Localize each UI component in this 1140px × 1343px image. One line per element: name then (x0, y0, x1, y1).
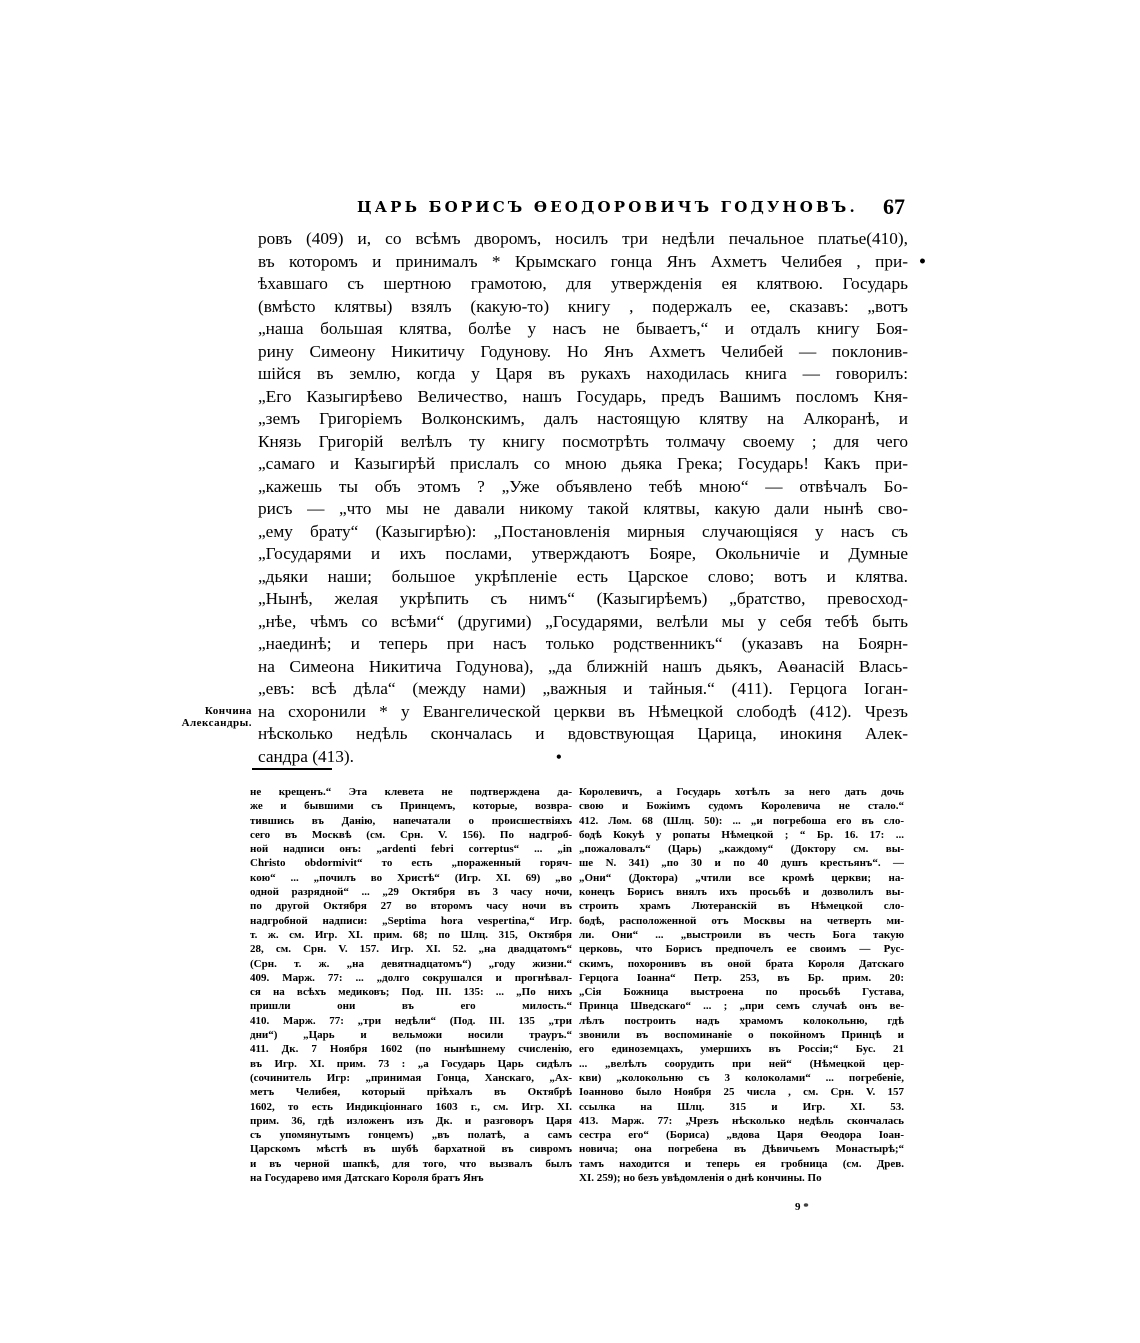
footnote-line: свою и Божіимъ судомъ Королевича не стало.“ (579, 800, 904, 813)
footnote-line: новича; она погребена въ Дѣвичьемъ Монастырѣ;“ (579, 1143, 904, 1156)
footnote-line: Царскомъ мѣстѣ въ шубѣ бархатной въ сивромъ (250, 1143, 572, 1156)
footnote-line: его единоземцахъ, умершихъ въ Россіи;“ Бус. 21 (579, 1043, 904, 1056)
footnote-line: (сочинитель Игр: „принимая Гонца, Ханскаго, „Ах- (250, 1071, 572, 1084)
paragraph-line: сандра (413). (258, 746, 354, 766)
footnote-line: Принца Шведскаго“ ... ; „при семъ случаѣ онъ ве- (579, 1000, 904, 1013)
footnote-line: тамъ находится и теперь ея гробница (см. Древ. (579, 1157, 904, 1170)
paragraph-line: ровъ (409) и, со всѣмъ дворомъ, носилъ три недѣли печальное платье(410), (258, 229, 908, 248)
margin-marker: • (918, 254, 927, 270)
footnote-line: же и бывшими съ Принцемъ, которые, возвра- (250, 800, 572, 813)
footnote-line: строить храмъ Лютеранскій въ Нѣмецкой сло- (579, 900, 904, 913)
paragraph-line: шійся въ землю, когда у Царя въ рукахъ находилась книга — говорилъ: (258, 364, 908, 383)
footnote-line: Герцога Іоанна“ Петр. 253, въ Бр. прим. 20: (579, 971, 904, 984)
footnote-line: сестра его“ (Бориса) „вдова Царя Ѳеодора Іоан- (579, 1129, 904, 1142)
footnote-line: 413. Марж. 77: „Чрезъ нѣсколько недѣль скончалась (579, 1114, 904, 1127)
footnote-line: скимъ, похоронивъ въ оной брата Короля Датскаго (579, 957, 904, 970)
footnote-line: лѣлъ построить надъ храмомъ колокольню, гдѣ (579, 1014, 904, 1027)
footnote-line: ся на всѣхъ медиковъ; Под. III. 135: ... „По нихъ (250, 986, 572, 999)
footnote-line: по другой Октября 27 во второмъ часу ночи въ (250, 900, 572, 913)
marginal-note-line: Александры. (181, 717, 252, 729)
marginal-note-line: Кончина (204, 705, 252, 717)
main-text-body (258, 228, 908, 768)
footnotes-right-column (579, 785, 904, 1185)
paragraph-line: „самаго и Казыгирѣй прислалъ со мною дьяка Грека; Государь! Какъ при- (258, 454, 908, 473)
footnote-line: Королевичъ, а Государь хотѣлъ за него дать дочь (579, 786, 904, 798)
footnote-line: дни“) „Царь и вельможи носили трауръ.“ (250, 1029, 572, 1042)
marginal-note (170, 705, 252, 729)
footnote-line: 411. Дк. 7 Ноября 1602 (по нынѣшнему счисленію, (250, 1043, 572, 1056)
paragraph-line: рисъ — „что мы не давали никому такой клятвы, какую дали нынѣ сво- (258, 499, 908, 518)
signature-mark: 9 * (795, 1201, 809, 1213)
footnote-line: Christo obdormivit“ то есть „пораженный горяч- (250, 857, 572, 870)
footnote-line: конецъ Борисъ внялъ ихъ просьбѣ и дозволилъ вы- (579, 886, 904, 899)
paragraph-line: рину Симеону Никитичу Годунову. Но Янъ Ахметъ Челибей — поклонив- (258, 341, 908, 361)
paragraph-line: „евъ: всѣ дѣла“ (между нами) „важныя и тайныя.“ (411). Герцога Іоган- (258, 679, 908, 698)
footnote-line: „Сія Божница выстроена по просьбѣ Густава, (579, 986, 904, 999)
footnote-line: ... „велѣлъ соорудить при ней“ (Нѣмецкой цер- (579, 1057, 904, 1070)
footnote-line: ной надписи онъ: „ardenti febri correptus“ ... „in (250, 843, 572, 856)
footnote-line: ссылка на Шлц. 315 и Игр. XI. 53. (579, 1100, 904, 1113)
paragraph-line: „ему брату“ (Казыгирѣю): „Постановленія мирныя случающіяся у насъ съ (258, 521, 908, 541)
footnote-line: бодѣ, расположенной отъ Москвы на четверть ми- (579, 914, 904, 927)
footnote-line: одной разрядной“ ... „29 Октября въ 3 часу ночи, (250, 886, 572, 899)
footnote-line: не крещенъ.“ Эта клевета не подтверждена да- (250, 786, 572, 798)
footnote-line: кви) „колокольню съ 3 колоколами“ ... погребеніе, (579, 1071, 904, 1084)
paragraph-line: Князь Григорій велѣлъ ту книгу посмотрѣть толмачу своему ; для чего (258, 431, 908, 451)
footnote-line: 409. Марж. 77: ... „долго сокрушался и прогнѣвал- (250, 971, 572, 984)
footnote-line: церковь, что Борисъ предпочелъ ее своимъ — Рус- (579, 943, 904, 956)
chapter-title: ЦАРЬ БОРИСЪ ѲЕОДОРОВИЧЪ ГОДУНОВЪ. (357, 198, 858, 216)
footnote-line: метъ Челибея, который пріѣхалъ въ Октябрѣ (250, 1086, 572, 1099)
running-header (357, 196, 905, 222)
footnote-line: Іоанново было Ноября 25 числа , см. Срн. V. 157 (579, 1086, 904, 1099)
paragraph-line: „кажешь ты объ этомъ ? „Уже объявлено тебѣ мною“ — отвѣчалъ Бо- (258, 476, 908, 496)
footnote-line: 1602, то есть Индикціоннаго 1603 г., см. Игр. XI. (250, 1100, 572, 1113)
footnote-line: XI. 259); но безъ увѣдомленія о днѣ кончины. По (579, 1172, 822, 1185)
footnote-line: 28, см. Срн. V. 157. Игр. XI. 52. „на двадцатомъ“ (250, 943, 572, 956)
page-number: 67 (883, 194, 905, 219)
footnote-line: бодѣ Кокуѣ у ропаты Нѣмецкой ; “ Бр. 16. 17: ... (579, 828, 904, 841)
footnote-line: „пожаловалъ“ (Царь) „каждому“ (Доктору см. вы- (579, 843, 904, 856)
footnote-line: (Срн. т. ж. „на девятнадцатомъ“) „году жизни.“ (250, 957, 572, 970)
paragraph-line: на схоронили * у Евангелической церкви въ Нѣмецкой слободѣ (412). Чрезъ (258, 701, 908, 721)
section-dot-mark: • (555, 750, 563, 764)
paragraph-line: ѣхавшаго съ шертною грамотою, для утвержденія ея клятвою. Государь (258, 274, 908, 293)
footnote-line: „Они“ (Доктора) „чтили все кромѣ церкви; на- (579, 871, 904, 884)
footnote-line: ше N. 341) „по 30 и по 40 душъ крестьянъ“. — (579, 857, 904, 870)
footnote-line: 410. Марж. 77: „три недѣли“ (Под. III. 135 „три (250, 1014, 572, 1027)
footnote-line: сего въ Москвѣ (см. Срн. V. 156). По надгроб- (250, 828, 572, 841)
footnote-line: пришли они въ его милость.“ (250, 1000, 572, 1013)
footnote-line: звонили въ воспоминаніе о покойномъ Принцѣ и (579, 1029, 904, 1042)
footnote-line: надгробной надписи: „Septima hora vespertina,“ Игр. (250, 914, 572, 927)
footnote-line: на Государево имя Датскаго Короля братъ Янъ (250, 1172, 484, 1185)
footnote-line: 412. Лом. 68 (Шлц. 50): ... „и погребоша его въ сло- (579, 814, 904, 827)
footnote-divider (252, 768, 332, 770)
paragraph-line: „дьяки наши; большое укрѣпленіе есть Царское слово; вотъ и клятва. (258, 566, 908, 586)
footnote-line: въ Игр. XI. прим. 73 : „а Государь Царь сидѣлъ (250, 1057, 572, 1070)
footnotes-left-column (250, 785, 572, 1185)
paragraph-line: нѣсколько недѣль скончалась и вдовствующая Царица, инокиня Алек- (258, 724, 908, 743)
footnote-line: тившись въ Данію, напечатали о происшествіяхъ (250, 814, 572, 827)
footnote-line: кою“ ... „почилъ во Христѣ“ (Игр. XI. 69) „во (250, 871, 572, 884)
paragraph-line: въ которомъ и принималъ * Крымскаго гонца Янъ Ахметъ Челибея , при- (258, 251, 908, 271)
paragraph-line: „наединѣ; и теперь при насъ только родственникъ“ (указавъ на Боярн- (258, 634, 908, 653)
paragraph-line: „Государями и ихъ послами, утверждаютъ Бояре, Окольничіе и Думные (258, 544, 908, 563)
footnote-line: прим. 36, гдѣ изложенъ изъ Дк. и разговоръ Царя (250, 1114, 572, 1127)
paragraph-line: „земъ Григоріемъ Волконскимъ, далъ настоящую клятву на Алкоранѣ, и (258, 409, 908, 428)
paragraph-line: (вмѣсто клятвы) взялъ (какую-то) книгу , подержалъ ее, сказавъ: „вотъ (258, 296, 908, 316)
footnote-line: т. ж. см. Игр. XI. прим. 68; по Шлц. 315, Октября (250, 928, 572, 941)
paragraph-line: „нѣе, чѣмъ со всѣми“ (другими) „Государями, велѣли мы у себя тебѣ быть (258, 611, 908, 631)
footnote-line: и въ черной шапкѣ, для того, что вызвалъ былъ (250, 1157, 572, 1170)
paragraph-line: „Нынѣ, желая укрѣпить съ нимъ“ (Казыгирѣемъ) „братство, превосход- (258, 589, 908, 608)
paragraph-line: „Его Казыгирѣево Величество, нашъ Государь, предъ Вашимъ посломъ Кня- (258, 386, 908, 406)
footnote-line: ли. Они“ ... „выстроили въ честь Бога такую (579, 928, 904, 941)
paragraph-line: „наша большая клятва, болѣе у насъ не бываетъ,“ и отдалъ книгу Боя- (258, 319, 908, 338)
footnote-line: съ упомянутымъ гонцемъ) „въ полатѣ, а самъ (250, 1129, 572, 1142)
paragraph-line: на Симеона Никитича Годунова), „да ближній нашъ дьякъ, Аѳанасій Влась- (258, 656, 908, 676)
